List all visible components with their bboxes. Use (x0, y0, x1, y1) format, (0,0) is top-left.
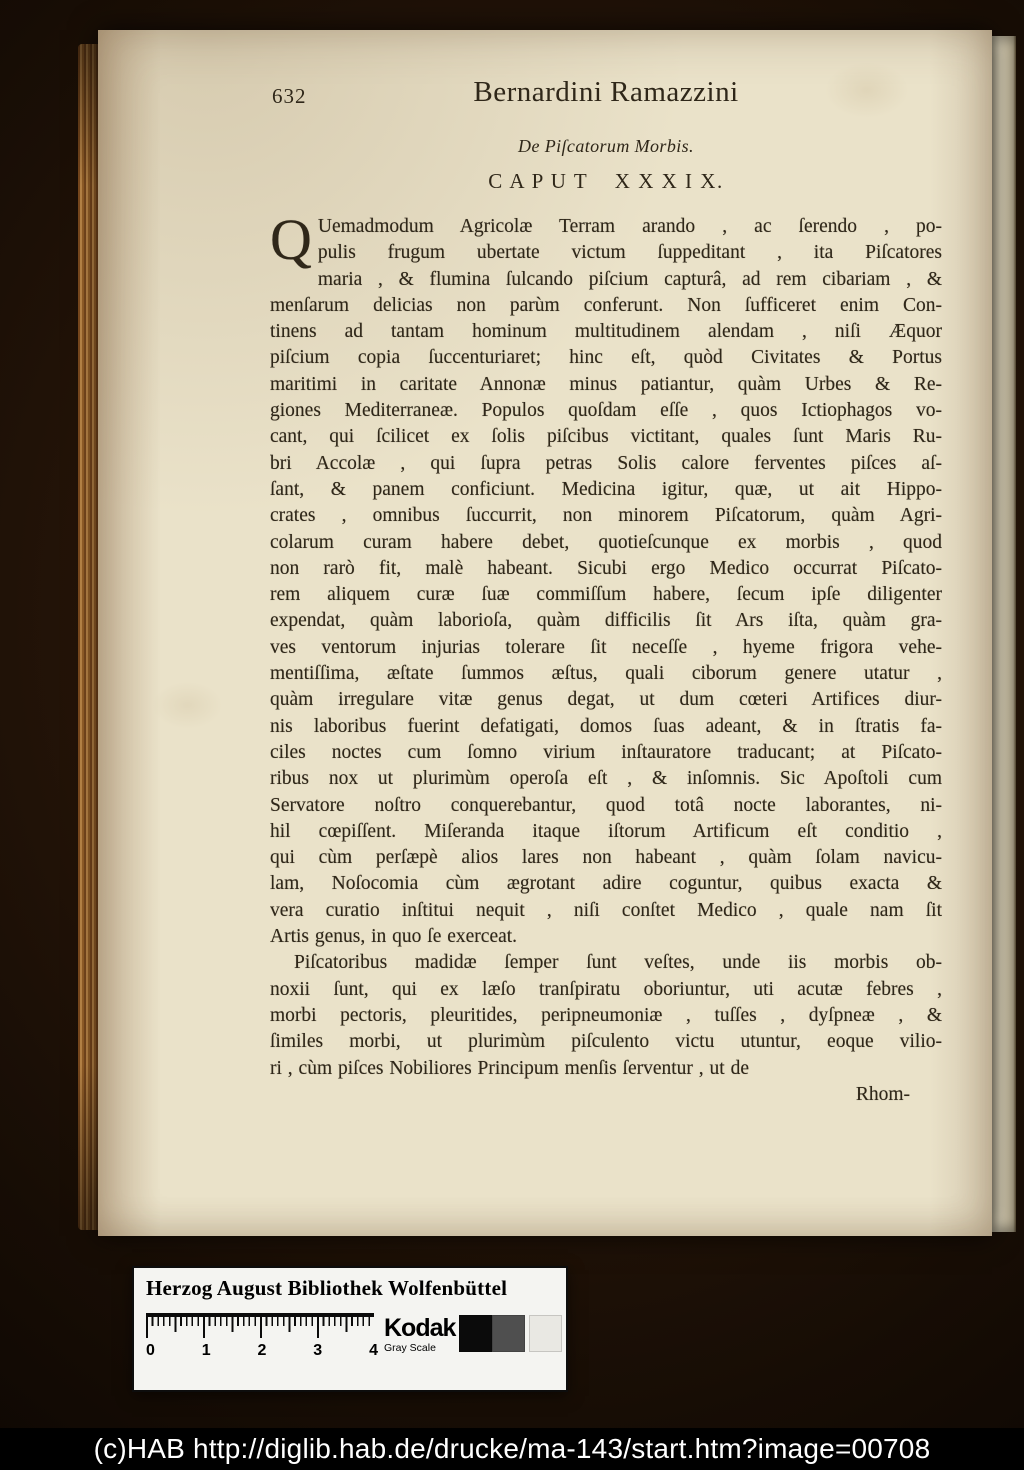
text-line: piſcium copia ſuccenturiaret; hinc eſt, quòd Civitates & Portus (270, 347, 942, 369)
ruler (146, 1313, 378, 1360)
text-line: Uemadmodum Agricolæ Terram arando , ac ſerendo , po- (317, 216, 942, 237)
text-line: pulis frugum ubertate victum ſuppeditant , ita Piſcatores (317, 242, 942, 264)
text-line: ribus nox ut plurimùm operoſa eſt , & inſomnis. Sic Apoſtoli cum (270, 768, 942, 790)
text-line: non rarò fit, malè habeant. Sicubi ergo Medico occurrat Piſcato- (270, 557, 942, 579)
text-line: tinens ad tantam hominum multitudinem alendam , niſi Æquor (270, 321, 942, 343)
text-line: hil cœpiſſent. Miſeranda itaque iſtorum Artificum eſt conditio , (270, 820, 942, 842)
text-line: quàm irregulare vitæ genus degat, ut dum cœteri Artifices diur- (270, 689, 942, 711)
text-line: colarum curam habere debet, quotieſcunque ex morbis , quod (270, 531, 942, 553)
text-line: nis laboribus fuerint defatigati, domos ſuas adeant, & in ſtratis fa- (270, 715, 942, 737)
paragraph-1-lines (270, 207, 942, 950)
text-line: maria , & flumina ſulcando piſcium capturâ, ad rem cibariam , & (317, 268, 942, 290)
library-name: Herzog August Bibliothek Wolfenbüttel (146, 1276, 508, 1300)
paragraph-1 (270, 207, 942, 950)
page-number: 632 (272, 84, 307, 108)
book-page (98, 30, 992, 1236)
ruler-label: 2 (257, 1342, 267, 1359)
text-line: noxii ſunt, qui ex læſo tranſpiratu oboriuntur, uti acutæ febres , (270, 978, 942, 1000)
kodak-brand: Kodak (384, 1314, 456, 1342)
paragraph-2 (270, 950, 942, 1081)
calibration-card (132, 1266, 568, 1392)
text-line: qui cùm perſæpè alios lares non habeant , quàm ſolam navicu- (270, 847, 942, 869)
text-line: maritimi in caritate Annonæ minus patiantur, quàm Urbes & Re- (270, 373, 942, 395)
text-line: Artis genus, in quo ſe exerceat. (270, 926, 518, 948)
section-title: De Piſcatorum Morbis. (518, 136, 694, 156)
ruler-label: 3 (313, 1342, 323, 1359)
text-line: bri Accolæ , qui ſupra petras Solis calore ferventes piſces aſ- (270, 452, 942, 474)
text-line: mentiſſima, æſtate ſummos æſtus, quali ciborum genere utatur , (270, 663, 942, 685)
text-line: giones Mediterraneæ. Populos quoſdam eſſe , quos Ictiophagos vo- (270, 400, 942, 422)
text-line: Servatore noſtro conquerebantur, quod totâ nocte laborantes, ni- (270, 794, 942, 816)
text-line: ves ventorum injurias tolerare ſit neceſſe , hyeme frigora vehe- (270, 636, 942, 658)
ruler-labels (146, 1342, 378, 1360)
ruler-label: 1 (201, 1342, 211, 1359)
grayscale-patch (529, 1315, 562, 1352)
kodak-logo (384, 1315, 455, 1354)
text-line: crates , omnibus ſuccurrit, non minorem Piſcatorum, quàm Agri- (270, 505, 942, 527)
text-line: morbi pectoris, pleuritides, peripneumoniæ , tuſſes , dyſpneæ , & (270, 1004, 942, 1026)
ruler-label: 4 (369, 1342, 378, 1359)
caption-text: (c)HAB http://diglib.hab.de/drucke/ma-143/start.htm?image=00708 (93, 1433, 931, 1464)
text-line: vera curatio inſtitui nequit , niſi conſtet Medico , quale nam ſit (270, 899, 942, 921)
text-line: lam, Noſocomia cùm ægrotant adire coguntur, quibus exacta & (270, 873, 942, 895)
drop-cap: Q (270, 207, 312, 272)
card-row (146, 1313, 556, 1360)
text-line: ri , cùm piſces Nobiliores Principum menſis ſerventur , ut de (270, 1057, 749, 1079)
running-header: Bernardini Ramazzini (473, 76, 739, 108)
text-line: Piſcatoribus madidæ ſemper ſunt veſtes, unde iis morbis ob- (294, 952, 942, 974)
text-line: expendat, quàm laborioſa, quàm difficilis ſit Ars iſta, quàm gra- (270, 610, 942, 632)
ruler-ticks (146, 1313, 374, 1340)
grayscale-label: Gray Scale (384, 1342, 436, 1354)
paragraph-2-lines (270, 950, 942, 1081)
page-header (270, 76, 942, 114)
catchword: Rhom- (855, 1083, 910, 1105)
text-line: ſant, & panem conficiunt. Medicina igitur, quæ, ut ait Hippo- (270, 478, 942, 500)
grayscale-patch (492, 1315, 525, 1352)
caption-bar (0, 1428, 1024, 1470)
text-line: ciles noctes cum ſomno virium inſtauratore traducant; at Piſcato- (270, 741, 942, 763)
grayscale-patch (459, 1315, 492, 1352)
text-line: rem aliquem curæ ſuæ commiſſum habere, ſecum ipſe diligenter (270, 584, 942, 606)
chapter-heading: C A P U T X X X I X. (488, 169, 724, 193)
text-line: menſarum delicias non parùm conferunt. Non ſufficeret enim Con- (270, 294, 942, 316)
grayscale-patches (459, 1315, 562, 1352)
ruler-label: 0 (146, 1342, 155, 1359)
text-line: ſimiles morbi, ut plurimùm piſculento victu utuntur, eoque vilio- (270, 1031, 942, 1053)
text-line: cant, qui ſcilicet ex ſolis piſcibus victitant, quales ſunt Maris Ru- (270, 426, 942, 448)
adjacent-page-edge (990, 36, 1016, 1232)
